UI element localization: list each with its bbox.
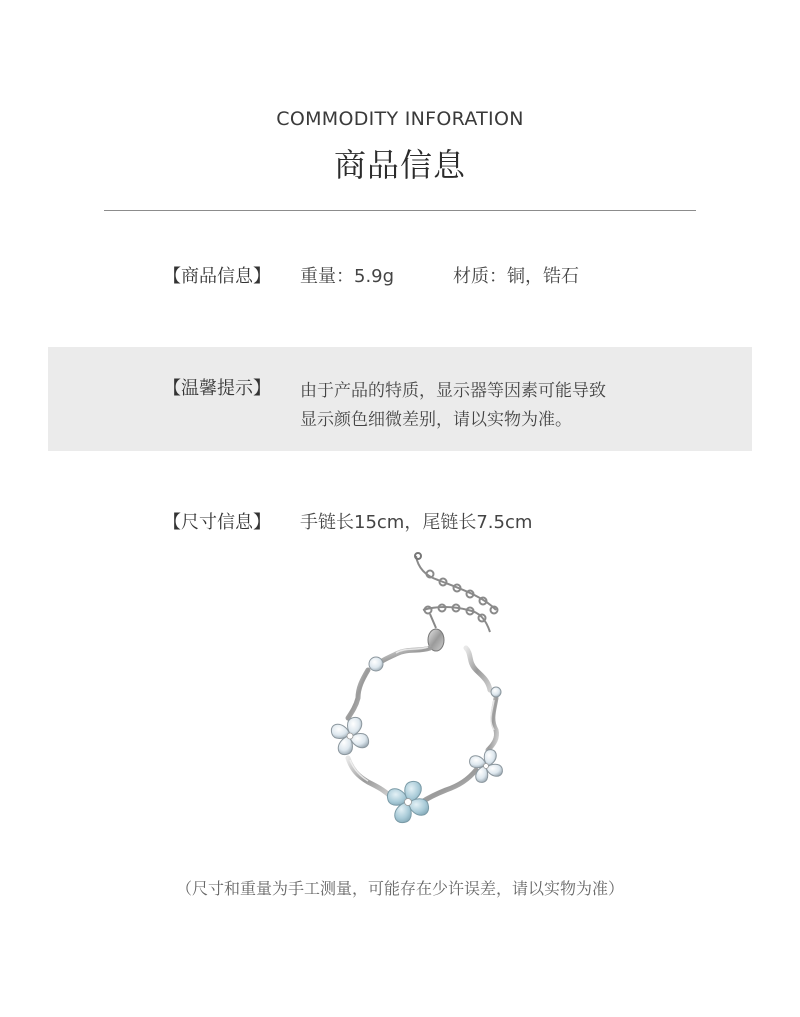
notice-label: 【温馨提示】 (163, 378, 271, 399)
clover-center-opal (387, 781, 428, 822)
size-label: 【尺寸信息】 (163, 512, 271, 533)
size-text: 手链长15cm，尾链长7.5cm (300, 512, 533, 533)
extension-chain (415, 553, 498, 632)
footnote: （尺寸和重量为手工测量，可能存在少许误差，请以实物为准） (175, 879, 624, 898)
header-title-cn: 商品信息 (333, 146, 466, 184)
info-material: 材质：铜，锆石 (453, 266, 579, 287)
small-stone-top-right (491, 687, 501, 697)
info-label: 【商品信息】 (163, 266, 271, 287)
notice-line-2: 显示颜色细微差别，请以实物为准。 (300, 410, 572, 430)
header-title-en: COMMODITY INFORATION (276, 108, 524, 130)
notice-line-1: 由于产品的特质，显示器等因素可能导致 (300, 381, 606, 401)
info-weight: 重量：5.9g (300, 266, 395, 287)
clasp (428, 614, 444, 651)
small-stone-top-left (369, 657, 383, 671)
bracelet-image (318, 548, 518, 838)
header-divider (104, 210, 696, 211)
clover-left (331, 717, 368, 754)
clover-right (470, 750, 503, 783)
bracelet-links (348, 648, 497, 802)
